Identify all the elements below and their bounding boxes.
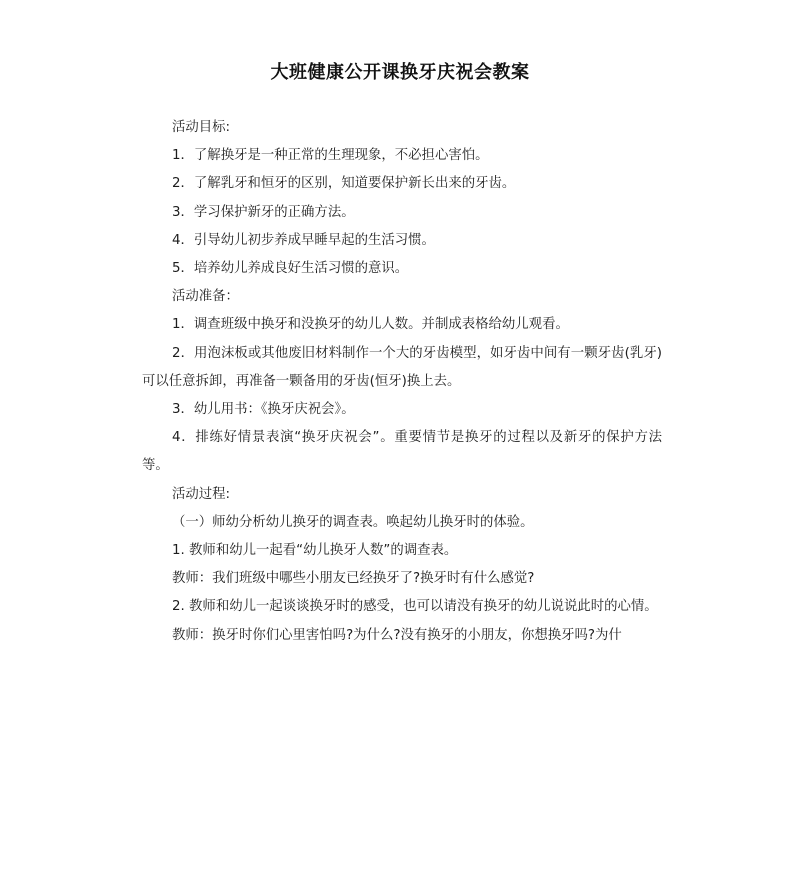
paragraph-process-step-1: 1. 教师和幼儿一起看“幼儿换牙人数”的调查表。 [172, 543, 458, 559]
document-title: 大班健康公开课换牙庆祝会教案 [270, 62, 530, 83]
paragraph-preparation-3: 3．幼儿用书：《换牙庆祝会》。 [172, 402, 355, 418]
paragraph-preparation-4: 4．排练好情景表演“换牙庆祝会”。重要情节是换牙的过程以及新牙的保护方法等。 [142, 430, 662, 474]
paragraph-goal-1: 1．了解换牙是一种正常的生理现象，不必担心害怕。 [172, 148, 489, 164]
paragraph-goal-4: 4．引导幼儿初步养成早睡早起的生活习惯。 [172, 232, 435, 248]
paragraph-preparation-1: 1．调查班级中换牙和没换牙的幼儿人数。并制成表格给幼儿观看。 [172, 317, 569, 333]
document-body [142, 114, 662, 650]
paragraph-teacher-question-2: 教师：换牙时你们心里害怕吗?为什么?没有换牙的小朋友，你想换牙吗?为什 [172, 627, 622, 643]
paragraph-process-heading: 活动过程: [172, 486, 231, 502]
paragraph-goals-heading: 活动目标: [172, 120, 231, 135]
paragraph-preparation-2: 2．用泡沫板或其他废旧材料制作一个大的牙齿模型，如牙齿中间有一颗牙齿(乳牙)可以任意拆卸，再准备一颗备用的牙齿(恒牙)换上去。 [142, 345, 662, 389]
paragraph-teacher-question-1: 教师：我们班级中哪些小朋友已经换牙了?换牙时有什么感觉? [172, 571, 535, 587]
paragraph-goal-2: 2．了解乳牙和恒牙的区别，知道要保护新长出来的牙齿。 [172, 176, 516, 192]
paragraph-goal-3: 3．学习保护新牙的正确方法。 [172, 204, 355, 220]
paragraph-process-section-1: （一）师幼分析幼儿换牙的调查表。唤起幼儿换牙时的体验。 [172, 514, 534, 530]
paragraph-preparation-heading: 活动准备： [172, 289, 239, 305]
paragraph-process-step-2: 2. 教师和幼儿一起谈谈换牙时的感受，也可以请没有换牙的幼儿说说此时的心情。 [172, 599, 658, 615]
paragraph-goal-5: 5．培养幼儿养成良好生活习惯的意识。 [172, 261, 409, 277]
